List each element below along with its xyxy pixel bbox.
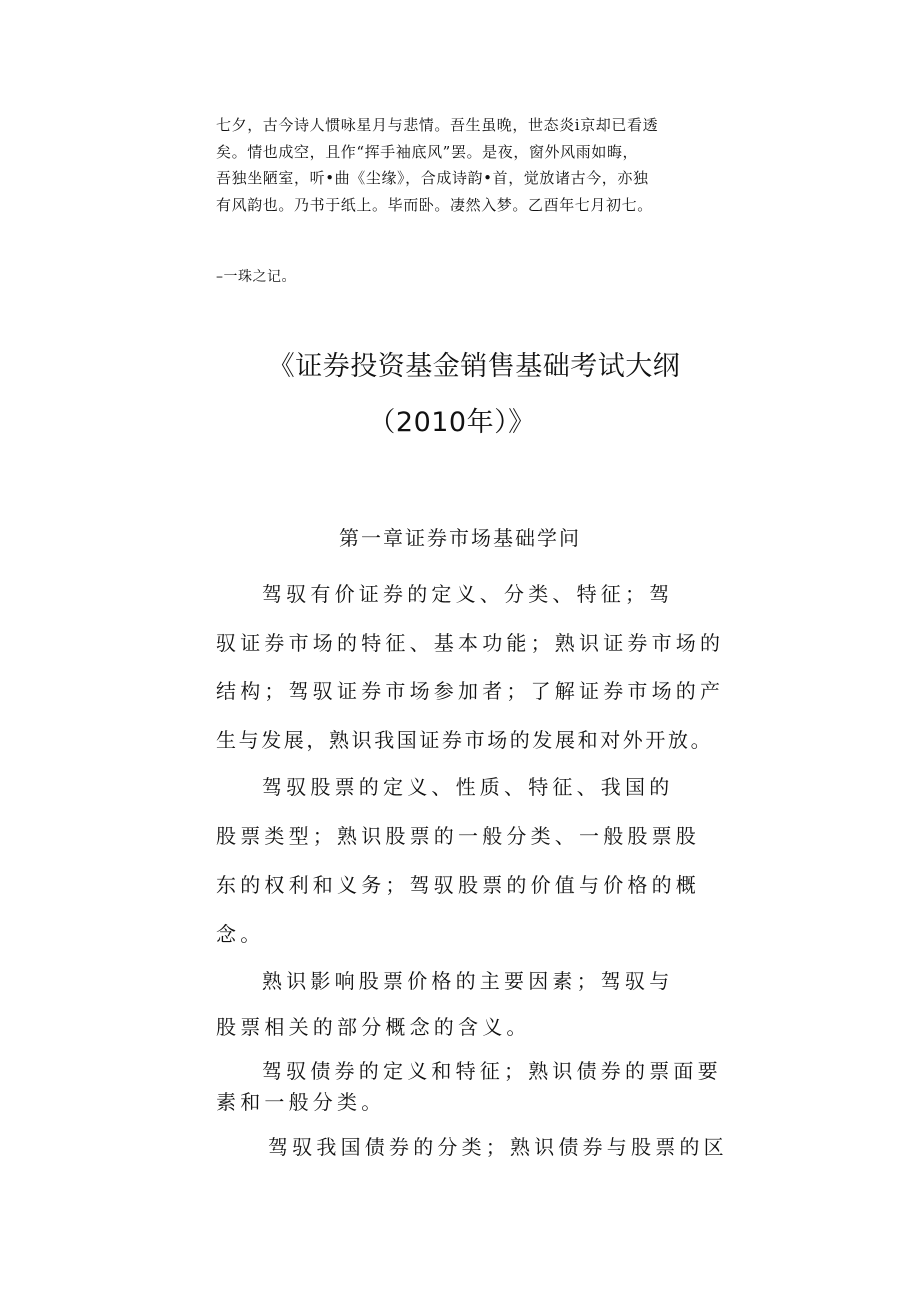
paragraph-line: 熟识影响股票价格的主要因素；驾驭与 <box>262 969 674 993</box>
document-title-line-1: 《证券投资基金销售基础考试大纲 <box>267 351 681 382</box>
paragraph-line: 股票类型；熟识股票的一般分类、一般股票股 <box>216 824 700 848</box>
paragraph-bonds <box>216 1056 722 1118</box>
paragraph-line: 素和一般分类。 <box>216 1090 386 1114</box>
preface-line: 七夕，古今诗人惯咏星月与悲情。吾生虽晚，世态炎i京却已看透 <box>216 116 659 134</box>
paragraph-securities <box>216 570 724 764</box>
paragraph-line: 生与发展，熟识我国证券市场的发展和对外开放。 <box>216 727 714 752</box>
paragraph-line: 驾驭有价证券的定义、分类、特征；驾 <box>262 582 674 606</box>
paragraph-line: 念。 <box>216 922 265 946</box>
preface-line: 有风韵也。乃书于纸上。毕而卧。凄然入梦。乙酉年七月初七。 <box>216 195 653 214</box>
paragraph-line: 驾驭债券的定义和特征；熟识债券的票面要 <box>262 1059 722 1083</box>
paragraph-stocks <box>216 763 700 959</box>
preface-signature: –一珠之记。 <box>216 269 296 285</box>
preface-text <box>216 112 716 218</box>
preface-line: 矣。情也成空，且作“挥手袖底风”罢。是夜，窗外风雨如晦， <box>216 142 639 161</box>
paragraph-line: 股票相关的部分概念的含义。 <box>216 1015 531 1039</box>
preface-line: 吾独坐陋室，听•曲《尘缘》，合成诗韵•首，觉放诸古今，亦独 <box>216 169 649 187</box>
paragraph-line: 结构；驾驭证券市场参加者；了解证券市场的产 <box>216 679 725 703</box>
paragraph-line: 驾驭股票的定义、性质、特征、我国的 <box>262 775 674 799</box>
paragraph-bond-classification <box>216 1131 728 1163</box>
paragraph-line: 驭证券市场的特征、基本功能；熟识证券市场的 <box>216 630 725 655</box>
chapter-heading: 第一章证券市场基础学问 <box>339 526 581 550</box>
paragraph-stock-prices <box>216 958 673 1050</box>
paragraph-line: 驾驭我国债券的分类；熟识债券与股票的区 <box>268 1135 728 1159</box>
paragraph-line: 东的权利和义务；驾驭股票的价值与价格的概 <box>216 873 700 897</box>
document-title-line-2: （2010年）》 <box>368 407 536 438</box>
